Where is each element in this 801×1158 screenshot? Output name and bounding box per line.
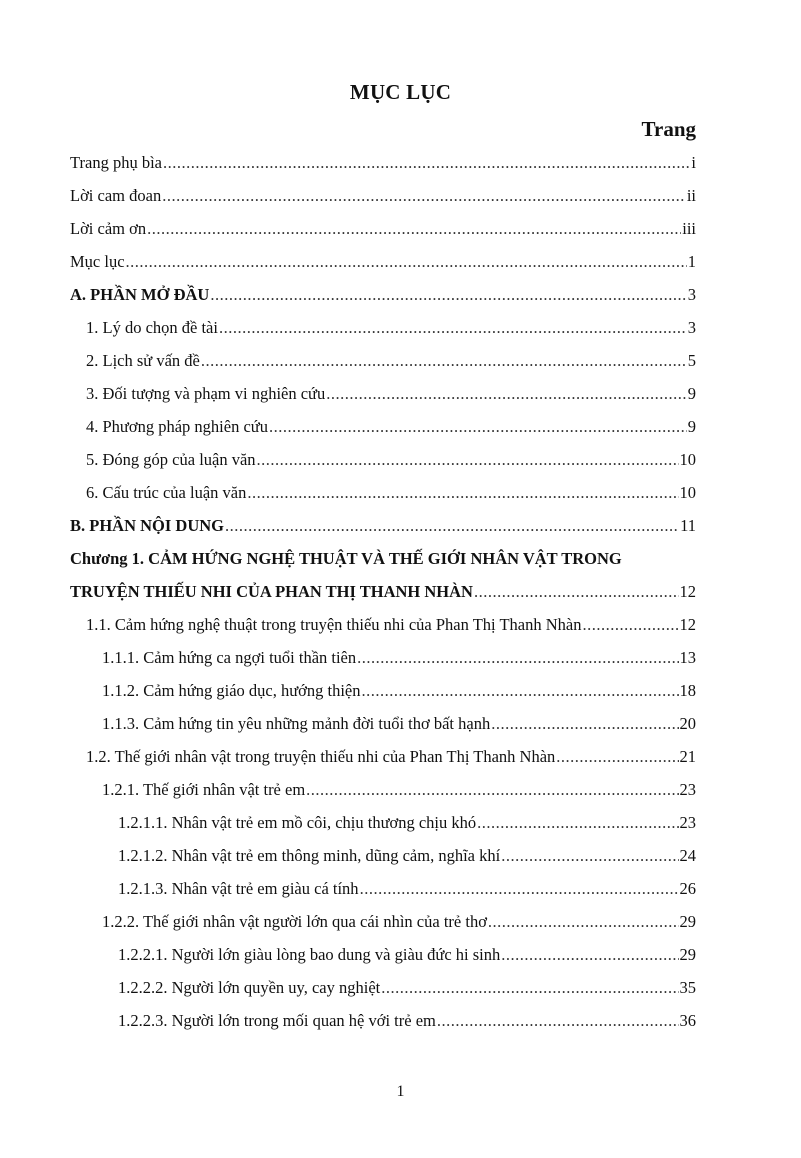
toc-entry-label: 4. Phương pháp nghiên cứu	[86, 417, 268, 436]
toc-entry	[0, 382, 801, 406]
toc-entry-label: 1.2.1.1. Nhân vật trẻ em mồ côi, chịu thương chịu khó	[118, 813, 477, 832]
dot-leader	[306, 778, 678, 802]
toc-entry	[0, 448, 801, 472]
toc-entry	[0, 811, 801, 835]
toc-entry-page: 23	[679, 780, 696, 799]
toc-entry	[0, 646, 801, 670]
dot-leader	[225, 514, 679, 538]
toc-entry	[0, 943, 801, 967]
toc-entry	[0, 877, 801, 901]
toc-section-heading	[0, 283, 801, 307]
toc-entry-page: 21	[679, 747, 696, 766]
toc-entry-page: 24	[679, 846, 696, 865]
toc-entry	[0, 481, 801, 505]
dot-leader	[126, 250, 687, 274]
toc-entry-label: Trang phụ bìa	[70, 153, 162, 172]
toc-entry	[0, 712, 801, 736]
toc-entry	[0, 349, 801, 373]
toc-entry-label: 5. Đóng góp của luận văn	[86, 450, 256, 469]
toc-entry-label: Lời cam đoan	[70, 186, 162, 205]
dot-leader	[474, 580, 679, 604]
toc-entry	[0, 910, 801, 934]
toc-entry-page: 9	[687, 417, 696, 436]
dot-leader	[491, 712, 678, 736]
dot-leader	[163, 151, 690, 175]
toc-entry	[0, 778, 801, 802]
toc-entry-label: A. PHẦN MỞ ĐẦU	[70, 285, 210, 304]
toc-entry-page: 10	[679, 450, 696, 469]
toc-entry-page: 1	[687, 252, 696, 271]
toc-entry-label: B. PHẦN NỘI DUNG	[70, 516, 225, 535]
toc-entry-label: 1.2.2.1. Người lớn giàu lòng bao dung và giàu đức hi sinh	[118, 945, 501, 964]
toc-entry	[0, 250, 801, 274]
toc-entry	[0, 217, 801, 241]
dot-leader	[437, 1009, 679, 1033]
dot-leader	[162, 184, 686, 208]
dot-leader	[556, 745, 678, 769]
toc-entry-page: 29	[679, 912, 696, 931]
dot-leader	[257, 448, 679, 472]
toc-entry-page: 12	[679, 615, 696, 634]
toc-entry-page: 20	[679, 714, 696, 733]
toc-entry-label: 1.1.1. Cảm hứng ca ngợi tuổi thần tiên	[102, 648, 357, 667]
toc-entry-label: 1. Lý do chọn đề tài	[86, 318, 218, 337]
toc-entry-label: 1.2.1.3. Nhân vật trẻ em giàu cá tính	[118, 879, 359, 898]
page-column-heading: Trang	[641, 117, 696, 141]
dot-leader	[381, 976, 678, 1000]
toc-entry-page: 36	[679, 1011, 696, 1030]
dot-leader	[582, 613, 678, 637]
toc-entry-label: 1.2.1.2. Nhân vật trẻ em thông minh, dũng cảm, nghĩa khí	[118, 846, 501, 865]
toc-entry-page: 3	[687, 285, 696, 304]
toc-chapter-heading-line2	[0, 580, 801, 604]
dot-leader	[147, 217, 681, 241]
toc-entry	[0, 316, 801, 340]
toc-entry-label: 1.2.2.3. Người lớn trong mối quan hệ với trẻ em	[118, 1011, 436, 1030]
toc-entry-label: 6. Cấu trúc của luận văn	[86, 483, 247, 502]
toc-entry	[0, 1009, 801, 1033]
toc-entry	[0, 844, 801, 868]
toc-entry-page: i	[691, 153, 696, 172]
toc-entry-label: Lời cảm ơn	[70, 219, 147, 238]
toc-entry-page: 3	[687, 318, 696, 337]
toc-entry-page: 26	[679, 879, 696, 898]
dot-leader	[269, 415, 687, 439]
dot-leader	[357, 646, 678, 670]
toc-entry-label: TRUYỆN THIẾU NHI CỦA PHAN THỊ THANH NHÀN	[70, 582, 473, 601]
toc-entry-page: iii	[682, 219, 696, 238]
toc-entry	[0, 679, 801, 703]
toc-entry-label: 1.2.1. Thế giới nhân vật trẻ em	[102, 780, 306, 799]
dot-leader	[210, 283, 686, 307]
toc-entry-label: 1.2. Thế giới nhân vật trong truyện thiếu nhi của Phan Thị Thanh Nhàn	[86, 747, 556, 766]
page-title: MỤC LỤC	[349, 80, 452, 104]
dot-leader	[219, 316, 687, 340]
dot-leader	[501, 943, 678, 967]
toc-entry-page: 9	[687, 384, 696, 403]
toc-entry-label: 1.1.2. Cảm hứng giáo dục, hướng thiện	[102, 681, 361, 700]
toc-entry-label: Mục lục	[70, 252, 125, 271]
toc-entry	[0, 151, 801, 175]
toc-entry	[0, 976, 801, 1000]
toc-entry-label: 1.2.2. Thế giới nhân vật người lớn qua cái nhìn của trẻ thơ	[102, 912, 487, 931]
dot-leader	[247, 481, 678, 505]
toc-entry-page: ii	[686, 186, 696, 205]
toc-entry	[0, 184, 801, 208]
toc-section-heading	[0, 514, 801, 538]
page-number: 1	[396, 1083, 405, 1100]
toc-entry	[0, 415, 801, 439]
dot-leader	[362, 679, 679, 703]
toc-entry-label: 1.1. Cảm hứng nghệ thuật trong truyện thiếu nhi của Phan Thị Thanh Nhàn	[86, 615, 582, 634]
toc-entry-page: 29	[679, 945, 696, 964]
toc-entry-page: 11	[680, 516, 696, 535]
toc-entry-page: 12	[679, 582, 696, 601]
toc-entry-label: 2. Lịch sử vấn đề	[86, 351, 200, 370]
dot-leader	[488, 910, 679, 934]
toc-entry-page: 10	[679, 483, 696, 502]
dot-leader	[477, 811, 678, 835]
toc-entry-label: 1.2.2.2. Người lớn quyền uy, cay nghiệt	[118, 978, 381, 997]
toc-chapter-heading-line1: Chương 1. CẢM HỨNG NGHỆ THUẬT VÀ THẾ GIỚI NHÂN VẬT TRONG	[70, 549, 622, 568]
dot-leader	[326, 382, 687, 406]
toc-entry	[0, 745, 801, 769]
toc-entry-label: 1.1.3. Cảm hứng tin yêu những mảnh đời tuổi thơ bất hạnh	[102, 714, 491, 733]
toc-entry-page: 13	[679, 648, 696, 667]
dot-leader	[201, 349, 687, 373]
toc-entry	[0, 613, 801, 637]
dot-leader	[360, 877, 679, 901]
toc-entry-label: 3. Đối tượng và phạm vi nghiên cứu	[86, 384, 326, 403]
toc-entry-page: 5	[687, 351, 696, 370]
dot-leader	[501, 844, 678, 868]
toc-entry-page: 35	[679, 978, 696, 997]
toc-entry-page: 18	[679, 681, 696, 700]
toc-entry-page: 23	[679, 813, 696, 832]
